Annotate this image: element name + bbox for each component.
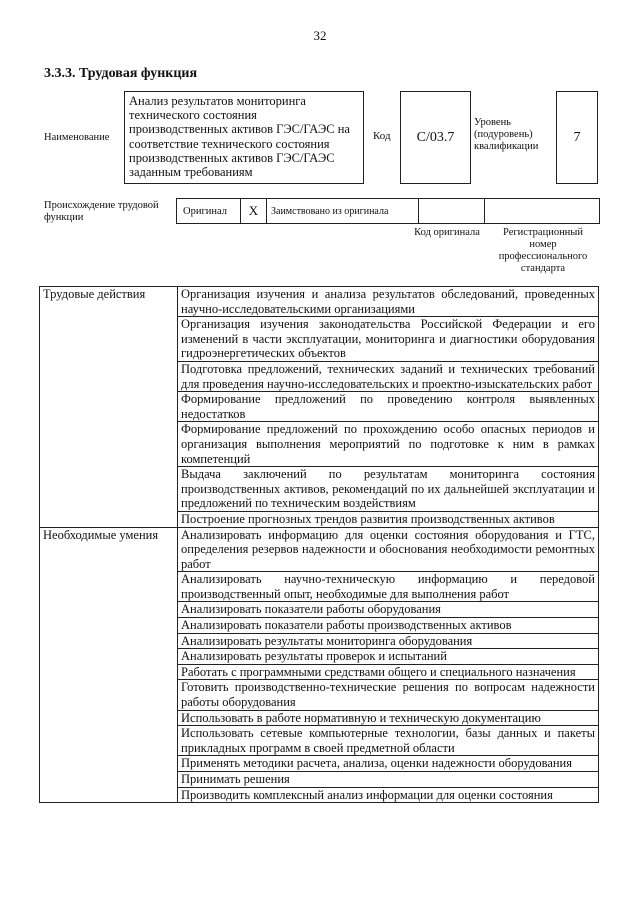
origin-reg-caption: Регистрационный номер профессионального стандарта: [498, 227, 588, 274]
level-box: 7: [556, 91, 598, 184]
table-cell: Формирование предложений по прохождению особо опасных периодов и организация выполнения мероприятий по подготовке к ним в рамках компетенций: [178, 422, 599, 467]
table-cell: Принимать решения: [178, 772, 599, 788]
table-cell: Анализировать научно-техническую информацию и передовой производственный опыт, необходимые для выполнения работ: [178, 572, 599, 602]
section-title: Необходимые умения: [40, 527, 178, 803]
code-label: Код: [373, 130, 391, 142]
section-heading: 3.3.3. Трудовая функция: [44, 66, 198, 81]
table-cell: Формирование предложений по проведению контроля выявленных недостатков: [178, 392, 599, 422]
table-cell: Организация изучения законодательства Российской Федерации и его изменений в части эксплуатации, мониторинга и диагностики оборудования гидроэнергетических объектов: [178, 317, 599, 362]
function-details-table: [39, 286, 599, 803]
origin-original: Оригинал: [183, 205, 227, 217]
table-cell: Выдача заключений по результатам мониторинга состояния производственных активов, рекомендаций по их дальнейшей эксплуатации и предложений по техническим воздействиям: [178, 467, 599, 512]
level-label: Уровень (подуровень) квалификации: [474, 117, 539, 152]
origin-borrowed: Заимствовано из оригинала: [271, 205, 389, 217]
code-box: С/03.7: [400, 91, 471, 184]
origin-code-cell: [419, 199, 485, 223]
table-cell: Анализировать показатели работы производственных активов: [178, 618, 599, 634]
table-cell: Организация изучения и анализа результатов обследований, проведенных научно-исследовательскими организациями: [178, 287, 599, 317]
table-cell: Применять методики расчета, анализа, оценки надежности оборудования: [178, 756, 599, 772]
table-cell: Анализировать результаты проверок и испытаний: [178, 649, 599, 665]
origin-reg-cell: [485, 199, 599, 223]
table-row: [40, 287, 599, 317]
name-label: Наименование: [44, 132, 110, 143]
origin-code-caption: Код оригинала: [414, 227, 480, 238]
origin-mark-cell: [241, 199, 267, 223]
origin-original-cell: [177, 199, 241, 223]
table-cell: Работать с программными средствами общего и специального назначения: [178, 664, 599, 680]
table-cell: Анализировать результаты мониторинга оборудования: [178, 633, 599, 649]
origin-label: Происхождение трудовой функции: [44, 200, 159, 223]
table-cell: Анализировать информацию для оценки состояния оборудования и ГТС, определения резервов надежности и обоснования необходимости ремонтных работ: [178, 527, 599, 572]
function-name-box: Анализ результатов мониторинга технического состояния производственных активов ГЭС/ГАЭС на соответствие технического состояния производственных активов ГЭС/ГАЭС заданным требованиям: [124, 91, 364, 184]
page-number: 32: [313, 28, 327, 43]
table-cell: Анализировать показатели работы оборудования: [178, 602, 599, 618]
origin-row: [176, 198, 600, 224]
table-cell: Построение прогнозных трендов развития производственных активов: [178, 511, 599, 527]
table-cell: Использовать в работе нормативную и техническую документацию: [178, 710, 599, 726]
origin-borrowed-cell: [267, 199, 419, 223]
table-cell: Готовить производственно-технические решения по вопросам надежности работы оборудования: [178, 680, 599, 710]
table-row: [40, 527, 599, 572]
table-cell: Подготовка предложений, технических заданий и технических требований для проведения научно-исследовательских и проектно-изыскательских работ: [178, 361, 599, 391]
table-cell: Производить комплексный анализ информации для оценки состояния: [178, 787, 599, 803]
table-cell: Использовать сетевые компьютерные технологии, базы данных и пакеты прикладных программ в своей предметной области: [178, 726, 599, 756]
section-title: Трудовые действия: [40, 287, 178, 528]
origin-mark: X: [248, 203, 259, 218]
